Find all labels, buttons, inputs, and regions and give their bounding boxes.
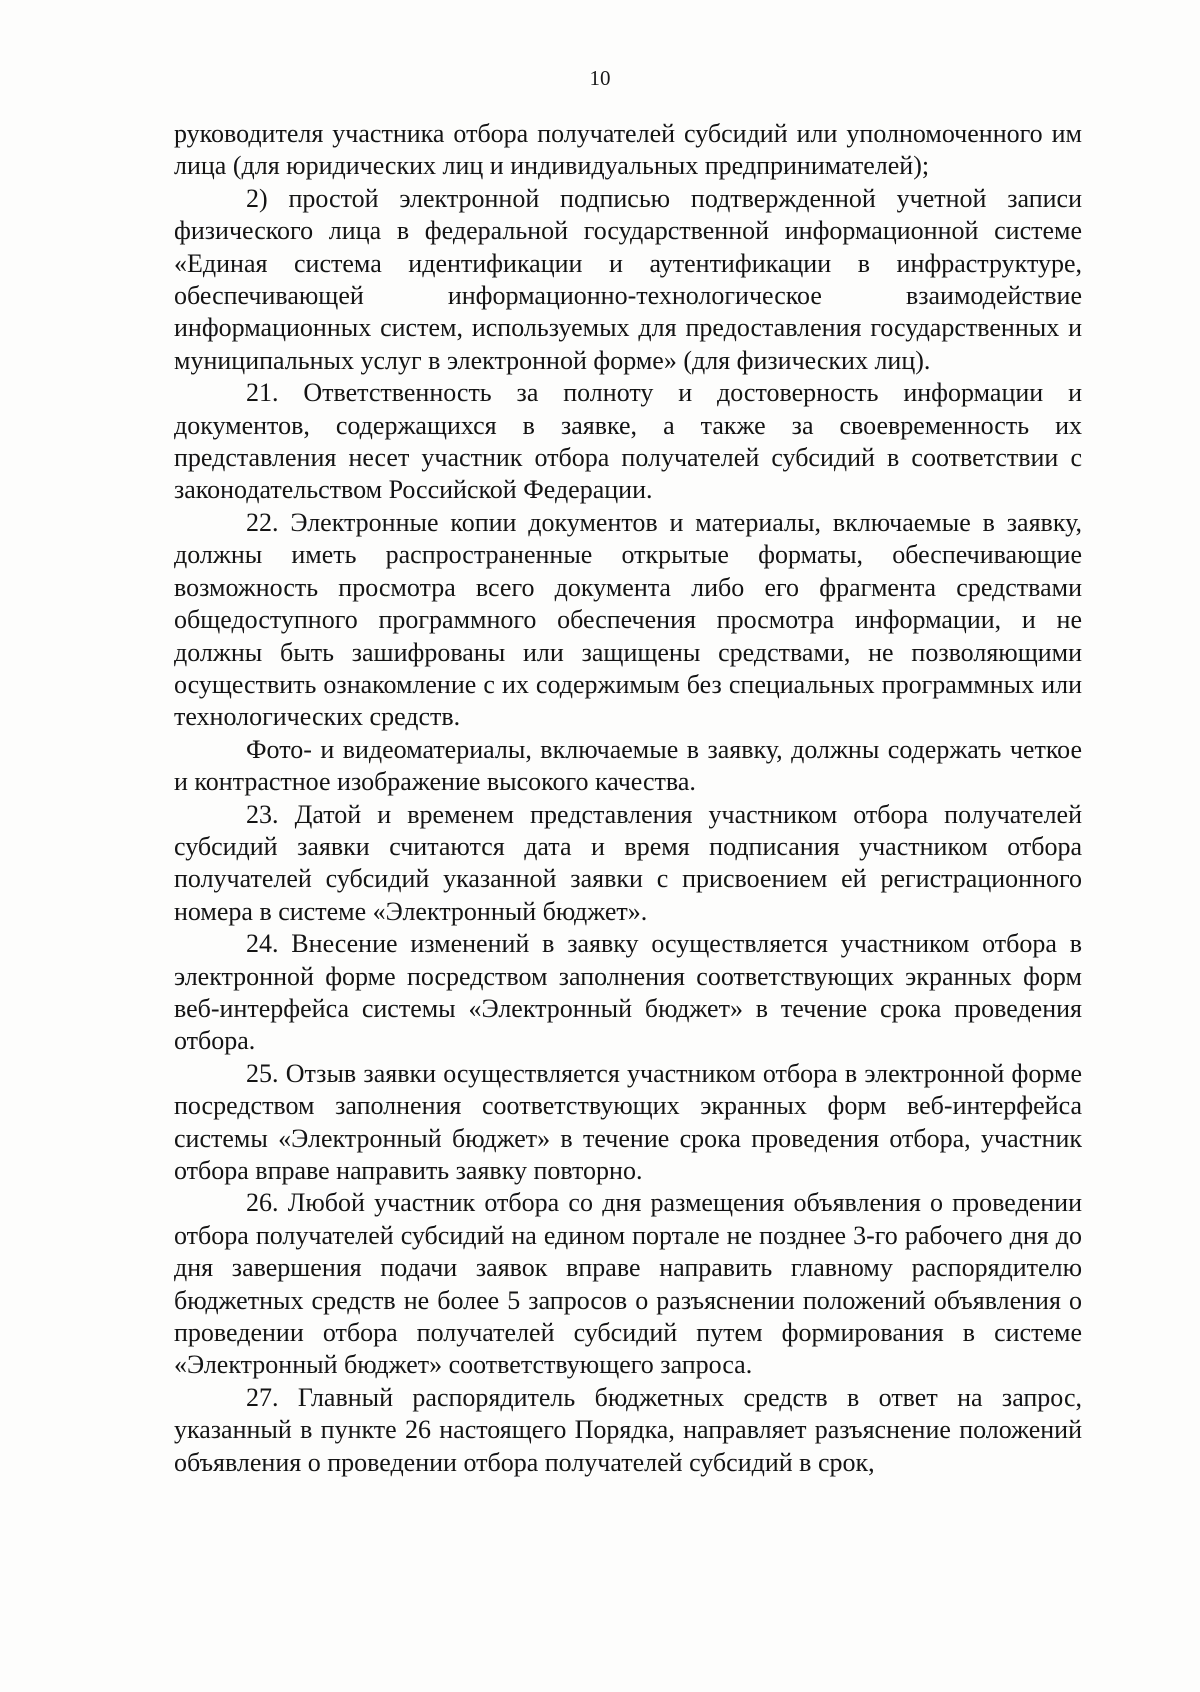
page-number: 10 (589, 66, 611, 90)
paragraph-item-2-simple-signature: 2) простой электронной подписью подтвержденной учетной записи физического лица в федеральной государственной информационной системе «Единая система идентификации и аутентификации в инфраструктуре, обеспечивающей информационно-технологическое взаимодействие информационных систем, используемых для предоставления государственных и муниципальных услуг в электронной форме» (для физических лиц). (174, 183, 1082, 375)
paragraph-25-withdrawal: 25. Отзыв заявки осуществляется участником отбора в электронной форме посредством заполнения соответствующих экранных форм веб-интерфейса системы «Электронный бюджет» в течение срока проведения отбора, участник отбора вправе направить заявку повторно. (174, 1058, 1082, 1185)
document-body (174, 118, 1082, 1479)
paragraph-21-responsibility: 21. Ответственность за полноту и достоверность информации и документов, содержащихся в заявке, а также за своевременность их представления несет участник отбора получателей субсидий в соответствии с законодательством Российской Федерации. (174, 378, 1082, 505)
paragraph-23-submission-date: 23. Датой и временем представления участником отбора получателей субсидий заявки считаются дата и время подписания участником отбора получателей субсидий указанной заявки с присвоением ей регистрационного номера в системе «Электронный бюджет». (174, 799, 1082, 926)
paragraph-signature-continuation: руководителя участника отбора получателей субсидий или уполномоченного им лица (для юридических лиц и индивидуальных предпринимателей); (174, 119, 1082, 181)
paragraph-photo-video: Фото- и видеоматериалы, включаемые в заявку, должны содержать четкое и контрастное изображение высокого качества. (174, 734, 1082, 797)
paragraph-24-changes: 24. Внесение изменений в заявку осуществляется участником отбора в электронной форме посредством заполнения соответствующих экранных форм веб-интерфейса системы «Электронный бюджет» в течение срока проведения отбора. (174, 929, 1082, 1056)
paragraph-27-clarification: 27. Главный распорядитель бюджетных средств в ответ на запрос, указанный в пункте 26 настоящего Порядка, направляет разъяснение положений объявления о проведении отбора получателей субсидий в срок, (174, 1382, 1082, 1477)
paragraph-22-electronic-copies: 22. Электронные копии документов и материалы, включаемые в заявку, должны иметь распространенные открытые форматы, обеспечивающие возможность просмотра всего документа либо его фрагмента средствами общедоступного программного обеспечения просмотра информации, и не должны быть зашифрованы или защищены средствами, не позволяющими осуществить ознакомление с их содержимым без специальных программных или технологических средств. (174, 507, 1082, 732)
paragraph-26-requests: 26. Любой участник отбора со дня размещения объявления о проведении отбора получателей субсидий на едином портале не позднее 3-го рабочего дня до дня завершения подачи заявок вправе направить главному распорядителю бюджетных средств не более 5 запросов о разъяснении положений объявления о проведении отбора получателей субсидий путем формирования в системе «Электронный бюджет» соответствующего запроса. (174, 1188, 1082, 1380)
